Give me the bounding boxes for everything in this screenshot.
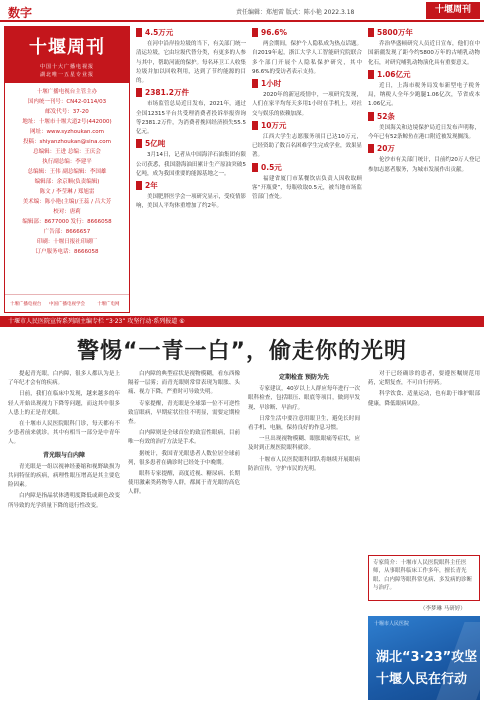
- paragraph: 白内障的典型症状是视物模糊，看东西像隔着一层雾；而青光眼则常常表现为眼胀、头痛、视力下降，严重时可导致失明。: [128, 371, 240, 396]
- stat-heading-text: 5亿吨: [145, 139, 166, 149]
- masthead-subtitle-2: 湖北唯一五星专业报: [39, 72, 94, 78]
- paragraph: 日常生活中要注意用眼卫生，避免长时间看手机、电脑，保持良好的作息习惯。: [248, 415, 360, 432]
- stat-heading-text: 52条: [377, 111, 395, 121]
- masthead-line: 执行副总编：李建平: [42, 159, 92, 165]
- stat-heading-text: 2381.2万件: [145, 88, 189, 98]
- paragraph: 3月14日，记者从中国海洋石油集团有限公司获悉，我国渤海油田累计生产原油突破5亿吨，成为我国重要的能源基地之一。: [136, 152, 246, 177]
- stat-heading: [136, 88, 246, 97]
- paragraph: 据统计，我国青光眼患者人数位居全球前列，很多患者在确诊时已经处于中晚期。: [128, 450, 240, 466]
- paragraph: 青光眼是一组以视神经萎缩和视野缺损为共同特征的疾病，病理性眼压增高是其主要危险因素。: [8, 463, 120, 489]
- masthead-title: 十堰周刊: [29, 37, 105, 58]
- paragraph: 乔治华盛顿研究人员近日宣布，他们在中国新疆发现了距今约5800万年的古哺乳动物化石，对研究哺乳动物演化具有重要意义。: [368, 41, 480, 66]
- paragraph: 两会期间，保护个人隐私成为热点话题。自2019年起，浙江大学人工智能研究院联合多个部门开展个人隐私保护研究，其中96.6%的受访者表示支持。: [252, 41, 362, 75]
- masthead-line: 美术编：陈小艳(主编)/王蕊 / 吕大芳: [22, 199, 112, 205]
- masthead-line: 订户服务电话：8666058: [35, 249, 99, 255]
- heading-marker: [368, 28, 374, 37]
- masthead-ad-item: 十堰广播电视台: [5, 294, 46, 312]
- heading-marker: [252, 28, 258, 37]
- ad-line-1: 湖北“3·23”攻坚: [376, 650, 478, 665]
- expert-intro: 专家简介：十堰市人民医院眼科主任医师，从事眼科临床工作多年，擅长青光眼、白内障等眼科常见病、多发病的诊断与治疗。: [368, 555, 480, 601]
- paragraph: 伦沙市有关部门统计，目前约20万人登记参加志愿者服务，为城市发展作出贡献。: [368, 157, 480, 173]
- stat-heading: [368, 112, 480, 121]
- paragraph: 美国海关和边境保护局近日发布声明称，今年已有52条鲸鱼在港口附近被发现搁浅。: [368, 124, 480, 141]
- heading-marker: [368, 70, 374, 79]
- paragraph: 市场监管总局近日发布，2021年，通过全国12315平台共受理消费者投诉举报咨询等2381.2万件，为消费者挽回经济损失55.5亿元。: [136, 101, 246, 136]
- stat-heading: [252, 28, 362, 37]
- section-name: 数字: [8, 6, 33, 20]
- masthead-line: 投稿：shiyanzhoukan@sina.com: [23, 139, 111, 145]
- numbers-column-1: [136, 26, 246, 314]
- masthead-line: 邮发代号：37-20: [45, 109, 89, 115]
- paragraph: 眼科专家提醒，高度近视、糖尿病、长期使用激素类药物等人群，都属于青光眼的高危人群。: [128, 471, 240, 496]
- feature-banner: 十堰市人民医院宣传系列副主编专栏 “3·23” 攻坚行动·系列报道 ⑥: [0, 316, 484, 327]
- stat-heading-text: 4.5万元: [145, 28, 174, 37]
- stat-heading: [368, 28, 480, 37]
- paragraph: 日前，我们在临床中发现，越来越多的年轻人开始出现视力下降等问题，而这其中很多人患上的正是青光眼。: [8, 391, 120, 416]
- stat-heading-text: 5800万年: [377, 28, 413, 37]
- ad-line-2: 十堰人民在行动: [376, 672, 468, 687]
- article-column-3: [248, 370, 360, 700]
- stat-heading-text: 1.06亿元: [377, 69, 411, 79]
- paragraph: 江西大学生志愿服务项目已达10万元，已经资助了数百名困难学生完成学业，效果显著。: [252, 134, 362, 159]
- paragraph: 十堰市人民医院眼科团队将继续开展眼病防治宣传，守护市民的光明。: [248, 456, 360, 472]
- paragraph: 福建省厦门市某餐饮店负责人因收取顾客“开瓶费”，每瓶收取0.5元，被当地市场监管部门查处。: [252, 175, 362, 201]
- masthead-info: [5, 83, 129, 261]
- masthead-line: 校对：唐莉: [53, 209, 81, 215]
- subheading: 定期检查 预防为先: [278, 374, 330, 381]
- paragraph: 在十堰市人民医院眼科门诊，每天都有不少患者前来就诊。其中有相当一部分是中青年人。: [8, 421, 120, 446]
- paragraph: 近日，上海市税务局发布新型电子税务局，纳税人全年少跑腿1.06亿次，节省成本1.06亿元。: [368, 83, 480, 108]
- stat-heading-text: 0.5元: [261, 162, 282, 172]
- heading-marker: [136, 28, 142, 37]
- masthead-line: 印刷：十堰日报社印刷厂: [36, 239, 98, 245]
- article-column-4: [368, 370, 480, 550]
- masthead-brand: [5, 27, 129, 83]
- paragraph: 2020年的新冠疫情中，一项研究发现，人们在家平均每天多用1小时在手机上，对社交与娱乐的依赖加深。: [252, 92, 362, 117]
- paragraph: 对于已经确诊的患者，要遵医嘱规范用药，定期复查，不可自行停药。: [368, 371, 480, 387]
- page-header: [0, 0, 484, 22]
- masthead-line: 总编辑：王伟 副总编辑：李国雄: [27, 169, 107, 175]
- stat-heading-text: 20万: [377, 144, 395, 154]
- paragraph: 在河中沿岸捡垃圾的当下，有关部门统一清运垃圾，它由垃圾代替分类，有更多的人参与其中，帮助河流的保护。每名环卫工人收集垃圾并加以回收利用，达到了节约能源的目的。: [136, 41, 246, 85]
- feature-headline: 警惕“一青一白”，偷走你的光明: [77, 339, 407, 364]
- stat-heading-text: 10万元: [261, 120, 287, 130]
- heading-marker: [252, 121, 258, 130]
- masthead-line: 广告部：8666657: [43, 229, 91, 235]
- stat-heading: [252, 163, 362, 172]
- masthead-line: 地址：十堰市十堰大道2号(442000): [22, 119, 112, 125]
- byline: （李梦琳 马研婷）: [420, 606, 466, 612]
- campaign-ad: [368, 616, 480, 700]
- stat-heading: [136, 181, 246, 190]
- stat-heading-text: 1小时: [261, 79, 282, 89]
- paragraph: 专家提醒，青光眼是全球第一位不可逆性致盲眼病，早期症状往往不明显，需要定期检查。: [128, 400, 240, 426]
- numbers-column-2: [252, 26, 362, 314]
- masthead-line: 十堰广播电视台主管主办: [36, 89, 98, 95]
- masthead-ads: [5, 294, 129, 312]
- heading-marker: [368, 112, 374, 121]
- masthead-line: 总编辑：王进 总编：王庆会: [33, 149, 101, 155]
- stat-heading: [252, 121, 362, 130]
- stat-heading: [252, 79, 362, 88]
- heading-marker: [136, 139, 142, 148]
- stat-heading-text: 2年: [145, 181, 158, 191]
- heading-marker: [252, 163, 258, 172]
- stat-heading: [368, 144, 480, 153]
- heading-marker: [368, 144, 374, 153]
- masthead-subtitle-1: 中国十大广播电视报: [39, 64, 94, 70]
- stat-heading: [136, 139, 246, 148]
- paragraph: 白内障则是全球首位的致盲性眼病，目前唯一有效的治疗方法是手术。: [128, 430, 240, 446]
- paragraph: 美国肥胖医学会一项研究显示，受疫情影响，美国人平均体重增加了约2年。: [136, 194, 246, 210]
- paragraph: 科学饮食、适量运动，也有助于维护眼部健康，降低眼病风险。: [368, 391, 480, 407]
- article-column-2: [128, 370, 240, 700]
- masthead-ad-item: 十堰广电网: [88, 294, 129, 312]
- masthead-line: 陈文 / 李莹琳 / 郑旭雷: [39, 189, 95, 195]
- heading-marker: [136, 181, 142, 190]
- paragraph: 一旦出现视物模糊、眼胀眼痛等症状，应及时到正规医院眼科就诊。: [248, 436, 360, 452]
- paragraph: 提起青光眼，白内障，很多人都认为是上了年纪才会有的疾病。: [8, 371, 120, 387]
- paragraph: 白内障是指晶状体透明度降低或颜色改变所导致的光学质量下降的退行性改变。: [8, 493, 120, 509]
- masthead-line: 网址：www.syzhoukan.com: [29, 129, 105, 135]
- stat-heading: [136, 28, 246, 37]
- masthead-box: [4, 26, 130, 313]
- stat-heading: [368, 70, 480, 79]
- masthead-line: 编辑部：余京顺(负责编辑): [34, 179, 100, 185]
- heading-marker: [136, 88, 142, 97]
- heading-marker: [252, 79, 258, 88]
- page-meta: 责任编辑：郑旭雷 版式：陈小艳 2022.3.18: [236, 9, 355, 16]
- paragraph: 专家建议，40岁以上人群应每年进行一次眼科检查，包括眼压、眼底等项目，做到早发现、早诊断、早治疗。: [248, 386, 360, 411]
- numbers-column-3: [368, 26, 480, 314]
- masthead-line: 编辑部：8677000 发行：8666058: [22, 219, 112, 225]
- masthead-logo: 十堰周刊: [426, 2, 480, 19]
- ad-organization: 十堰市人民医院: [374, 621, 410, 627]
- stat-heading-text: 96.6%: [261, 28, 288, 37]
- article-column-1: [8, 370, 120, 700]
- subheading: 青光眼与白内障: [42, 451, 85, 459]
- masthead-line: 国内统一刊号：CN42-0114/03: [27, 99, 107, 105]
- masthead-ad-item: 中国广播电视学会: [46, 294, 87, 312]
